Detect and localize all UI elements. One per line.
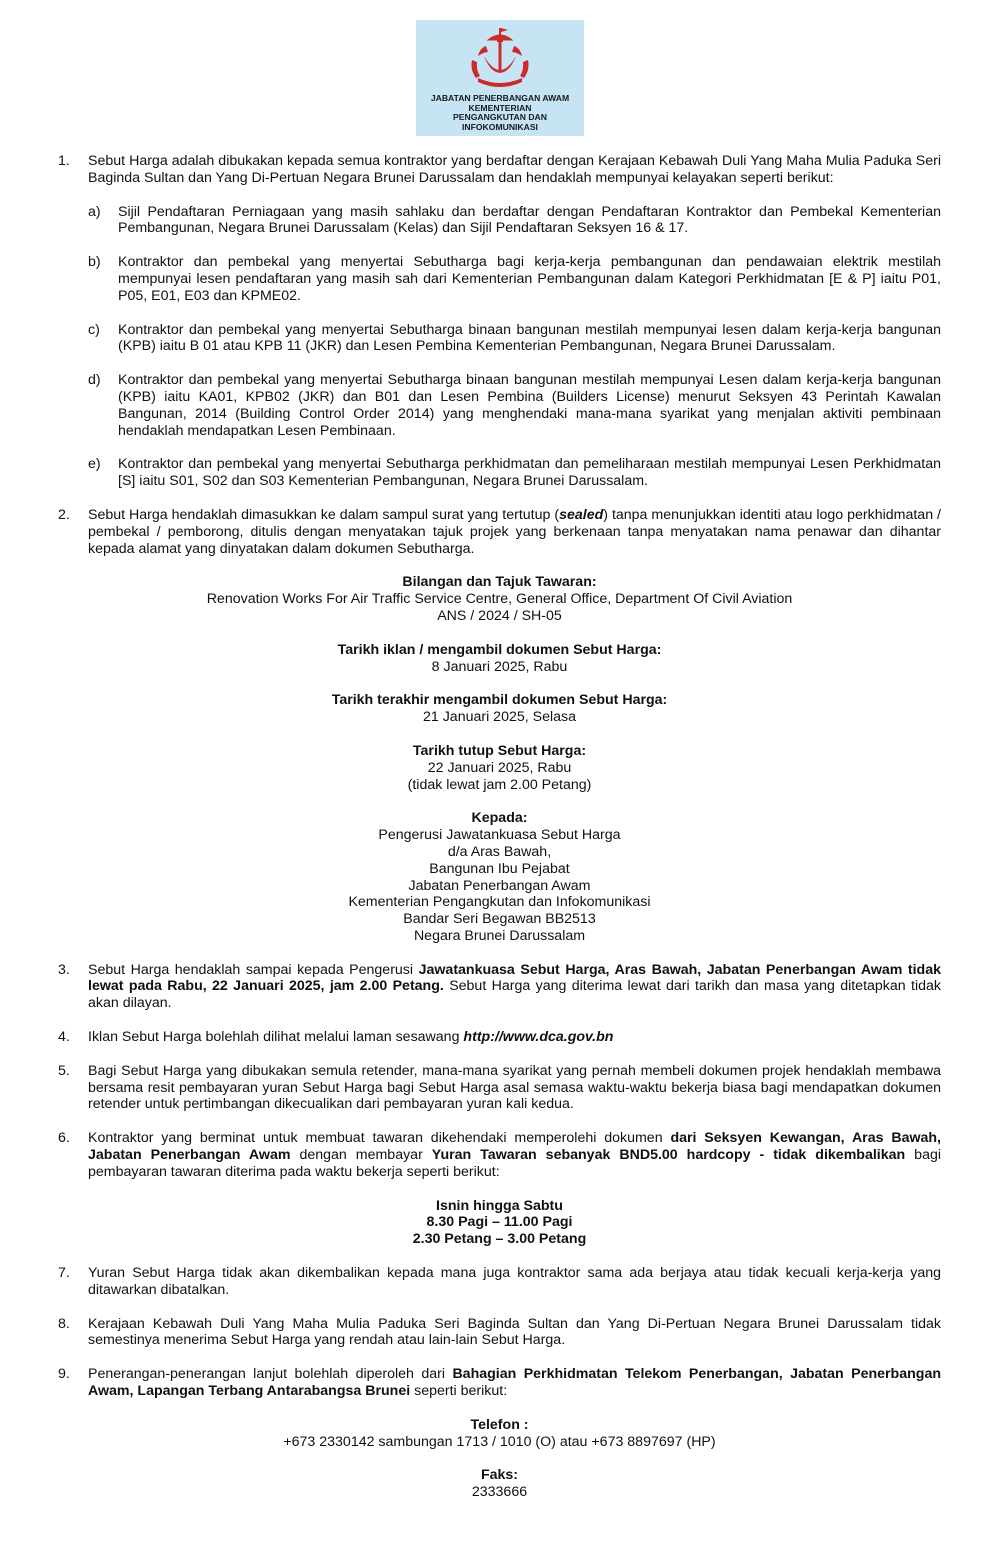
clause-text: Kontraktor yang berminat untuk membuat tawaran dikehendaki memperolehi dokumen dari Seksyen Kewangan, Aras Bawah, Jabatan Penerbangan Awam dengan membayar Yuran Tawaran sebanyak BND5.00 hardcopy - tidak dikembalikan bagi pembayaran tawaran diterima pada waktu bekerja seperti berikut: bbox=[88, 1130, 942, 1180]
clause-6 bbox=[58, 1130, 941, 1180]
office-hours bbox=[58, 1198, 941, 1248]
address-line: Bandar Seri Begawan BB2513 bbox=[403, 911, 596, 928]
sub-clause-letter: b) bbox=[88, 254, 101, 271]
address-line: Jabatan Penerbangan Awam bbox=[408, 877, 591, 894]
sub-clause-a bbox=[88, 204, 941, 238]
logo-line: JABATAN PENERBANGAN AWAM bbox=[430, 93, 570, 103]
logo-line: KEMENTERIAN bbox=[468, 102, 532, 113]
clause-5 bbox=[58, 1063, 941, 1113]
sub-clause-text: Kontraktor dan pembekal yang menyertai Sebutharga perkhidmatan dan pemeliharaan mestilah mempunyai Lesen Perkhidmatan [S] iaitu S01, S02 dan S03 Kementerian Pembangunan, Negara Brunei Darussalam. bbox=[118, 456, 941, 490]
last-date: 21 Januari 2025, Selasa bbox=[422, 709, 577, 726]
fax-number: 2333666 bbox=[471, 1484, 528, 1501]
address-heading: Kepada: bbox=[471, 810, 528, 827]
tender-details bbox=[58, 574, 941, 944]
closing-time: (tidak lewat jam 2.00 Petang) bbox=[407, 776, 592, 793]
address-line: Negara Brunei Darussalam bbox=[413, 927, 586, 944]
clause-1 bbox=[58, 153, 941, 490]
clause-text: Iklan Sebut Harga bolehlah dilihat melalui laman sesawang http://www.dca.gov.bn bbox=[88, 1029, 614, 1046]
advert-date: 8 Januari 2025, Rabu bbox=[431, 658, 568, 675]
clause-text: Penerangan-penerangan lanjut bolehlah diperoleh dari Bahagian Perkhidmatan Telekom Penerbangan, Jabatan Penerbangan Awam, Lapangan Terbang Antarabangsa Brunei seperti berikut: bbox=[88, 1366, 942, 1400]
sub-clause-letter: e) bbox=[88, 456, 101, 473]
clause-number: 4. bbox=[58, 1029, 70, 1046]
clause-2 bbox=[58, 507, 941, 557]
clause-number: 3. bbox=[58, 961, 70, 978]
advert-date-heading: Tarikh iklan / mengambil dokumen Sebut Harga: bbox=[337, 641, 662, 658]
sub-clause-letter: a) bbox=[88, 203, 101, 220]
website-link[interactable]: http://www.dca.gov.bn bbox=[463, 1029, 614, 1046]
fax-heading: Faks: bbox=[480, 1467, 519, 1484]
sub-clause-letter: d) bbox=[88, 372, 101, 389]
logo-line: PENGANGKUTAN DAN bbox=[453, 112, 547, 123]
clause-number: 8. bbox=[58, 1315, 70, 1332]
clause-number: 6. bbox=[58, 1130, 70, 1147]
tender-reference: ANS / 2024 / SH-05 bbox=[437, 607, 562, 624]
department-logo bbox=[416, 20, 584, 136]
sub-clause-b bbox=[88, 254, 941, 304]
clause-text: Yuran Sebut Harga tidak akan dikembalikan kepada mana juga kontraktor sama ada berjaya atau tidak kecuali kerja-kerja yang ditawarkan dibatalkan. bbox=[88, 1265, 941, 1298]
tender-heading: Bilangan dan Tajuk Tawaran: bbox=[402, 574, 597, 591]
clause-number: 1. bbox=[58, 153, 70, 169]
sub-clause-letter: c) bbox=[88, 321, 100, 338]
contact-details bbox=[58, 1417, 941, 1501]
closing-date: 22 Januari 2025, Rabu bbox=[427, 759, 572, 776]
document-body bbox=[58, 153, 941, 1501]
clause-number: 9. bbox=[58, 1366, 70, 1383]
clause-text: Sebut Harga hendaklah sampai kepada Pengerusi Jawatankuasa Sebut Harga, Aras Bawah, Jabatan Penerbangan Awam tidak lewat pada Rabu, 22 Januari 2025, jam 2.00 Petang. Sebut Harga yang diterima lewat dari tarikh dan masa yang ditetapkan tidak akan dilayan. bbox=[88, 961, 942, 1012]
address-line: d/a Aras Bawah, bbox=[447, 843, 552, 860]
closing-date-heading: Tarikh tutup Sebut Harga: bbox=[412, 742, 587, 759]
clause-7 bbox=[58, 1265, 941, 1299]
clause-8 bbox=[58, 1316, 941, 1350]
tender-title: Renovation Works For Air Traffic Service Centre, General Office, Department Of Civil Aviation bbox=[206, 591, 793, 608]
office-hours-afternoon: 2.30 Petang – 3.00 Petang bbox=[412, 1231, 587, 1248]
last-date-heading: Tarikh terakhir mengambil dokumen Sebut Harga: bbox=[331, 692, 668, 709]
clause-4 bbox=[58, 1029, 941, 1046]
clause-text: Bagi Sebut Harga yang dibukakan semula retender, mana-mana syarikat yang pernah membeli dokumen projek hendaklah membawa bersama resit pembayaran yuran Sebut Harga bagi Sebut Harga asal semasa waktu-waktu bekerja biasa bagi mendapatkan dokumen retender untuk pertimbangan dikecualikan dari pembayaran yuran kali kedua. bbox=[88, 1062, 941, 1113]
address-line: Kementerian Pengangkutan dan Infokomunikasi bbox=[348, 894, 651, 911]
department-name bbox=[416, 94, 584, 132]
sub-clause-c bbox=[88, 322, 941, 356]
clause-number: 2. bbox=[58, 506, 70, 523]
clause-text: Sebut Harga hendaklah dimasukkan ke dalam sampul surat yang tertutup (sealed) tanpa menunjukkan identiti atau logo perkhidmatan / pembekal / pemborong, ditulis dengan menyatakan tajuk projek yang berkenaan tanpa menyatakan nama penawar dan dihantar kepada alamat yang dinyatakan dalam dokumen Sebutharga. bbox=[88, 506, 941, 557]
clause-text: Sebut Harga adalah dibukakan kepada semua kontraktor yang berdaftar dengan Kerajaan Kebawah Duli Yang Maha Mulia Paduka Seri Baginda Sultan dan Yang Di-Pertuan Negara Brunei Darussalam dan hendaklah mempunyai kelayakan seperti berikut: bbox=[88, 153, 941, 186]
telephone-numbers: +673 2330142 sambungan 1713 / 1010 (O) atau +673 8897697 (HP) bbox=[283, 1433, 716, 1450]
clause-number: 5. bbox=[58, 1062, 70, 1079]
logo-line: INFOKOMUNIKASI bbox=[462, 121, 538, 132]
sub-clause-text: Kontraktor dan pembekal yang menyertai Sebutharga bagi kerja-kerja pembangunan dan pendawaian elektrik mestilah mempunyai lesen pendaftaran yang masih sah dari Kementerian Pembangunan dalam Kategori Perkhidmatan [E & P] iaitu P01, P05, E01, E03 dan KPME02. bbox=[118, 254, 941, 304]
sub-clause-e bbox=[88, 456, 941, 490]
address-line: Pengerusi Jawatankuasa Sebut Harga bbox=[378, 827, 621, 844]
clause-text: Kerajaan Kebawah Duli Yang Maha Mulia Paduka Seri Baginda Sultan dan Yang Di-Pertuan Negara Brunei Darussalam tidak semestinya menerima Sebut Harga yang rendah atau lain-lain Sebut Harga. bbox=[88, 1315, 941, 1349]
clause-3 bbox=[58, 962, 941, 1012]
office-days: Isnin hingga Sabtu bbox=[436, 1197, 563, 1214]
address-line: Bangunan Ibu Pejabat bbox=[429, 860, 570, 877]
sub-clause-text: Sijil Pendaftaran Perniagaan yang masih sahlaku dan berdaftar dengan Pendaftaran Kontraktor dan Pembekal Kementerian Pembangunan, Negara Brunei Darussalam (Kelas) dan Sijil Pendaftaran Seksyen 16 & 17. bbox=[118, 203, 941, 237]
sub-clause-text: Kontraktor dan pembekal yang menyertai Sebutharga binaan bangunan mestilah mempunyai lesen dalam kerja-kerja bangunan (KPB) iaitu B 01 atau KPB 11 (JKR) dan Lesen Pembina Kementerian Pembangunan, Negara Brunei Darussalam. bbox=[118, 321, 941, 355]
clause-9 bbox=[58, 1366, 941, 1400]
telephone-heading: Telefon : bbox=[470, 1416, 529, 1433]
clause-number: 7. bbox=[58, 1265, 70, 1282]
sub-clause-text: Kontraktor dan pembekal yang menyertai Sebutharga binaan bangunan mestilah mempunyai Lesen dalam kerja-kerja bangunan (KPB) iaitu KA01, KPB02 (JKR) dan B01 dan Lesen Pembina (Builders License) menurut Seksyen 43 Perintah Kawalan Bangunan, 2014 (Building Control Order 2014) yang menghendaki mana-mana syarikat yang menjalan aktiviti pembinaan hendaklah mendapatkan Lesen Pembinaan. bbox=[118, 372, 941, 439]
brunei-crest-icon bbox=[464, 26, 536, 92]
office-hours-morning: 8.30 Pagi – 11.00 Pagi bbox=[426, 1214, 573, 1231]
sub-clause-d bbox=[88, 372, 941, 439]
